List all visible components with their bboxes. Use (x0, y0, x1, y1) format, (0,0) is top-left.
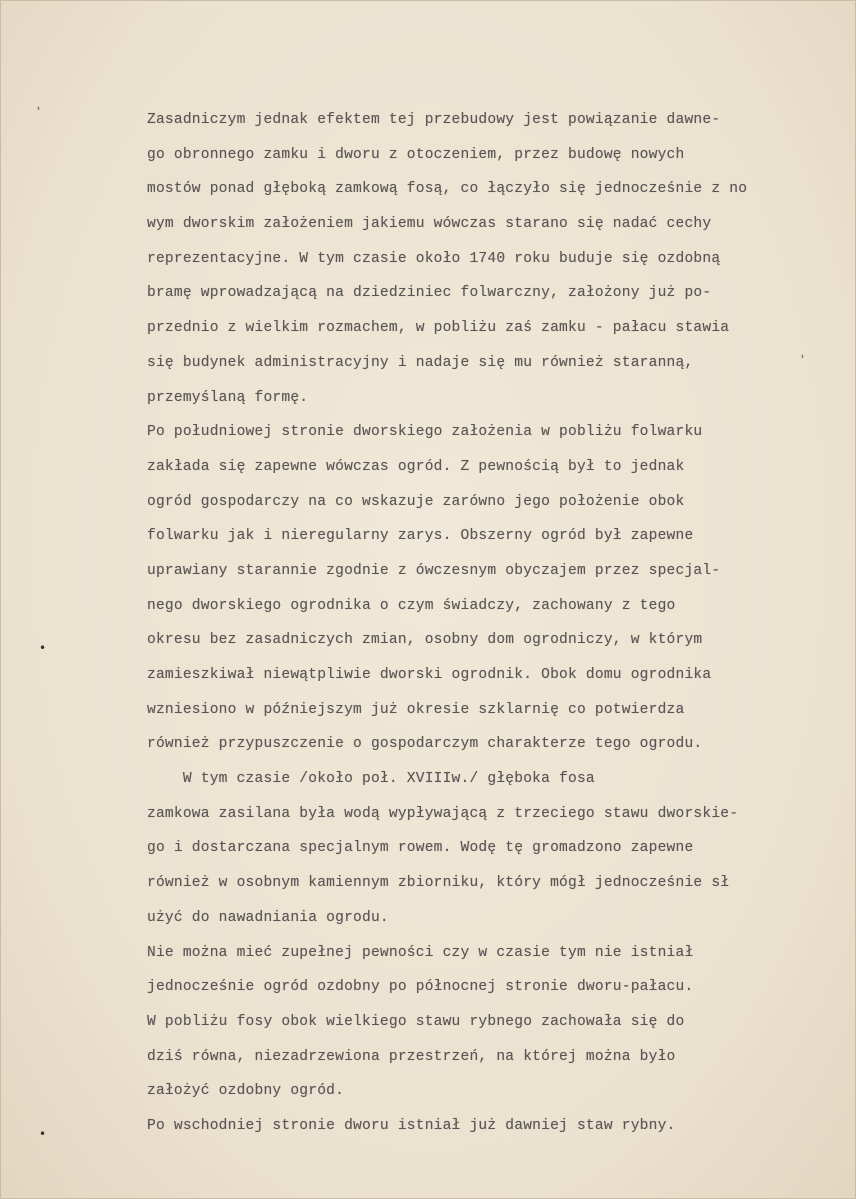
text-line: dziś równa, niezadrzewiona przestrzeń, na której można było (147, 1048, 676, 1065)
text-line: go obronnego zamku i dworu z otoczeniem, przez budowę nowych (147, 146, 685, 163)
text-line: Zasadniczym jednak efektem tej przebudowy jest powiązanie dawne- (147, 112, 721, 128)
punch-hole-mark: • (39, 641, 47, 655)
punch-hole-mark: ʾ (37, 105, 41, 119)
text-line: założyć ozdobny ogród. (147, 1083, 345, 1100)
text-line: okresu bez zasadniczych zmian, osobny dom ogrodniczy, w którym (147, 632, 703, 649)
text-line: również w osobnym kamiennym zbiorniku, który mógł jednocześnie sł (147, 875, 730, 892)
punch-hole-mark: • (39, 1127, 47, 1141)
text-line: Nie można mieć zupełnej pewności czy w czasie tym nie istniał (147, 944, 694, 961)
text-line: zamkowa zasilana była wodą wypływającą z trzeciego stawu dworskie- (147, 805, 739, 822)
text-line: również przypuszczenie o gospodarczym charakterze tego ogrodu. (147, 736, 703, 753)
text-line: mostów ponad głęboką zamkową fosą, co łączyło się jednocześnie z no (147, 181, 748, 198)
text-line: przemyślaną formę. (147, 389, 309, 406)
text-line: bramę wprowadzającą na dziedziniec folwarczny, założony już po- (147, 285, 712, 302)
text-line: się budynek administracyjny i nadaje się mu również staranną, (147, 354, 694, 371)
text-line: uprawiany starannie zgodnie z ówczesnym obyczajem przez specjal- (147, 562, 721, 579)
text-line: W pobliżu fosy obok wielkiego stawu rybnego zachowała się do (147, 1013, 685, 1030)
text-line: W tym czasie /około poł. XVIIIw./ głęboka fosa (147, 771, 595, 788)
text-line: Po południowej stronie dworskiego założenia w pobliżu folwarku (147, 424, 703, 441)
text-line: jednocześnie ogród ozdobny po północnej stronie dworu-pałacu. (147, 979, 694, 996)
text-line: przednio z wielkim rozmachem, w pobliżu zaś zamku - pałacu stawia (147, 320, 730, 337)
text-line: użyć do nawadniania ogrodu. (147, 909, 389, 926)
text-line: zakłada się zapewne wówczas ogród. Z pewnością był to jednak (147, 458, 685, 475)
text-line: go i dostarczana specjalnym rowem. Wodę tę gromadzono zapewne (147, 840, 694, 857)
text-line: wzniesiono w późniejszym już okresie szklarnię co potwierdza (147, 701, 685, 718)
text-line: folwarku jak i nieregularny zarys. Obszerny ogród był zapewne (147, 528, 694, 545)
text-line: reprezentacyjne. W tym czasie około 1740 roku buduje się ozdobną (147, 250, 721, 267)
ink-tick-mark: ʾ (801, 353, 805, 367)
text-line: zamieszkiwał niewątpliwie dworski ogrodnik. Obok domu ogrodnika (147, 667, 712, 683)
text-line: ogród gospodarczy na co wskazuje zarówno jego położenie obok (147, 493, 685, 510)
text-line: nego dworskiego ogrodnika o czym świadczy, zachowany z tego (147, 597, 676, 614)
text-line: wym dworskim założeniem jakiemu wówczas starano się nadać cechy (147, 216, 712, 233)
typed-text-body (147, 103, 837, 1144)
text-line: Po wschodniej stronie dworu istniał już dawniej staw rybny. (147, 1117, 676, 1134)
